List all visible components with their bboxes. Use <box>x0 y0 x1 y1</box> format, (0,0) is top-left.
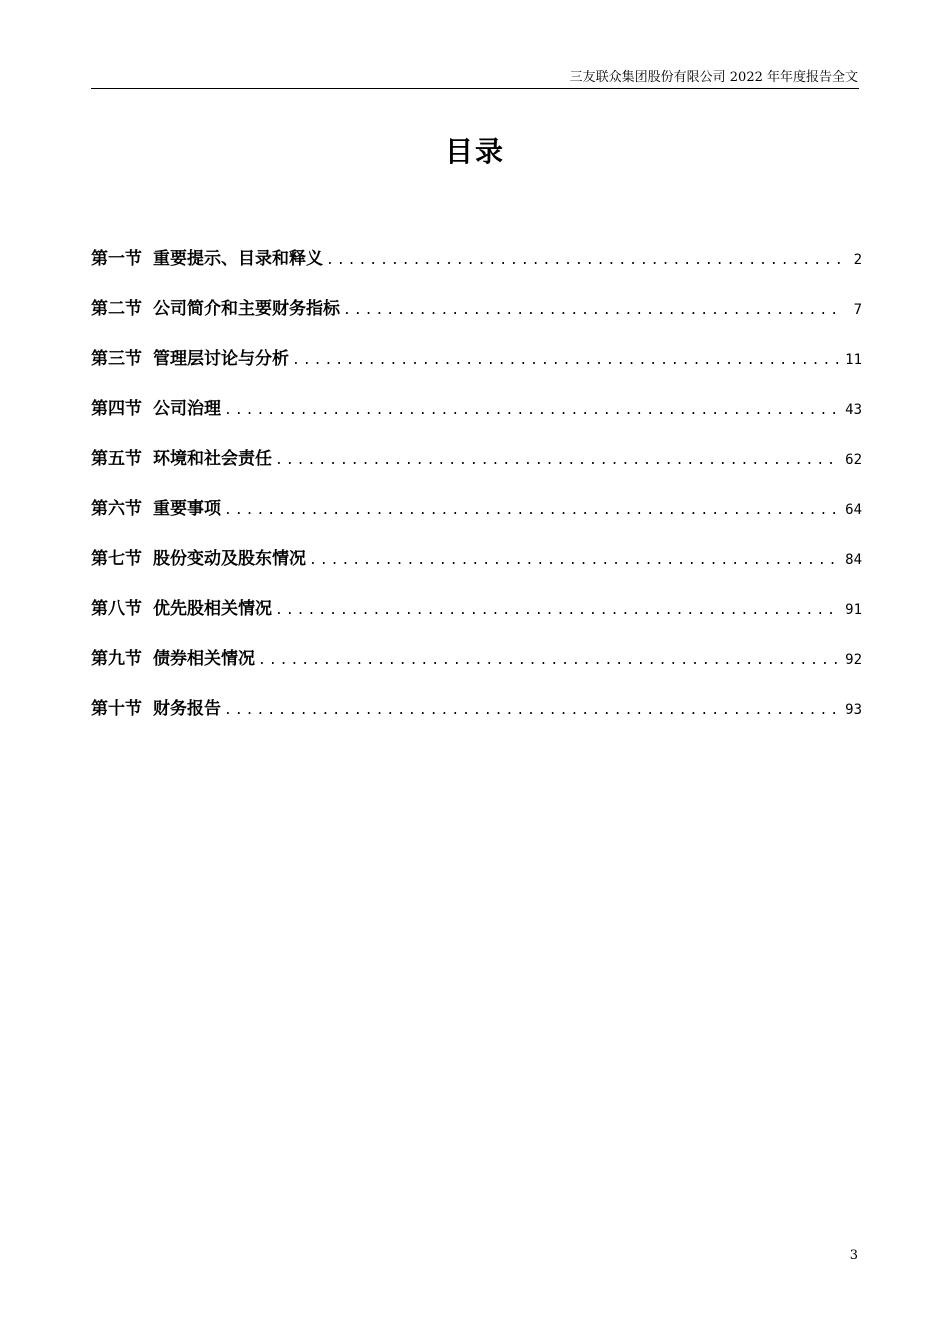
toc-entry[interactable] <box>91 244 862 294</box>
toc-page-number: 93 <box>845 702 862 718</box>
toc-title: 目录 <box>444 135 505 168</box>
toc-section-name: 股份变动及股东情况 <box>153 549 306 569</box>
toc-section-name: 公司简介和主要财务指标 <box>153 299 340 319</box>
toc-section-number: 第十节 <box>91 699 142 719</box>
dot-leader <box>258 653 841 668</box>
dot-leader <box>309 553 841 568</box>
toc-page-number: 64 <box>845 502 862 518</box>
toc-entry[interactable] <box>91 594 862 644</box>
toc-page-number: 91 <box>845 602 862 618</box>
toc-page-number: 11 <box>845 352 862 368</box>
toc-page-number: 2 <box>853 252 862 268</box>
toc-section-name: 债券相关情况 <box>153 649 255 669</box>
toc-section-number: 第四节 <box>91 399 142 419</box>
toc-section-name: 优先股相关情况 <box>153 599 272 619</box>
toc-entry[interactable] <box>91 544 862 594</box>
toc-section-number: 第八节 <box>91 599 142 619</box>
toc-entry[interactable] <box>91 494 862 544</box>
dot-leader <box>292 353 841 368</box>
toc-page-number: 92 <box>845 652 862 668</box>
toc-section-name: 公司治理 <box>153 399 221 419</box>
dot-leader <box>224 703 841 718</box>
toc-section-name: 重要提示、目录和释义 <box>153 249 323 269</box>
toc-entry[interactable] <box>91 294 862 344</box>
toc-section-name: 管理层讨论与分析 <box>153 349 289 369</box>
header-divider <box>91 88 859 89</box>
toc-entry[interactable] <box>91 344 862 394</box>
table-of-contents <box>91 244 862 744</box>
toc-entry[interactable] <box>91 644 862 694</box>
toc-section-number: 第九节 <box>91 649 142 669</box>
toc-section-number: 第三节 <box>91 349 142 369</box>
toc-page-number: 7 <box>853 302 862 318</box>
toc-page-number: 43 <box>845 402 862 418</box>
toc-section-number: 第七节 <box>91 549 142 569</box>
toc-entry[interactable] <box>91 694 862 744</box>
toc-section-number: 第二节 <box>91 299 142 319</box>
dot-leader <box>275 453 841 468</box>
toc-section-number: 第五节 <box>91 449 142 469</box>
dot-leader <box>224 403 841 418</box>
dot-leader <box>224 503 841 518</box>
toc-section-number: 第六节 <box>91 499 142 519</box>
dot-leader <box>343 303 844 318</box>
toc-entry[interactable] <box>91 394 862 444</box>
page-number: 3 <box>849 1248 858 1263</box>
toc-page-number: 84 <box>845 552 862 568</box>
toc-section-name: 重要事项 <box>153 499 221 519</box>
dot-leader <box>275 603 841 618</box>
toc-section-number: 第一节 <box>91 249 142 269</box>
toc-section-name: 环境和社会责任 <box>153 449 272 469</box>
toc-entry[interactable] <box>91 444 862 494</box>
running-header: 三友联众集团股份有限公司 2022 年年度报告全文 <box>569 70 858 85</box>
dot-leader <box>326 253 844 268</box>
toc-section-name: 财务报告 <box>153 699 221 719</box>
toc-page-number: 62 <box>845 452 862 468</box>
